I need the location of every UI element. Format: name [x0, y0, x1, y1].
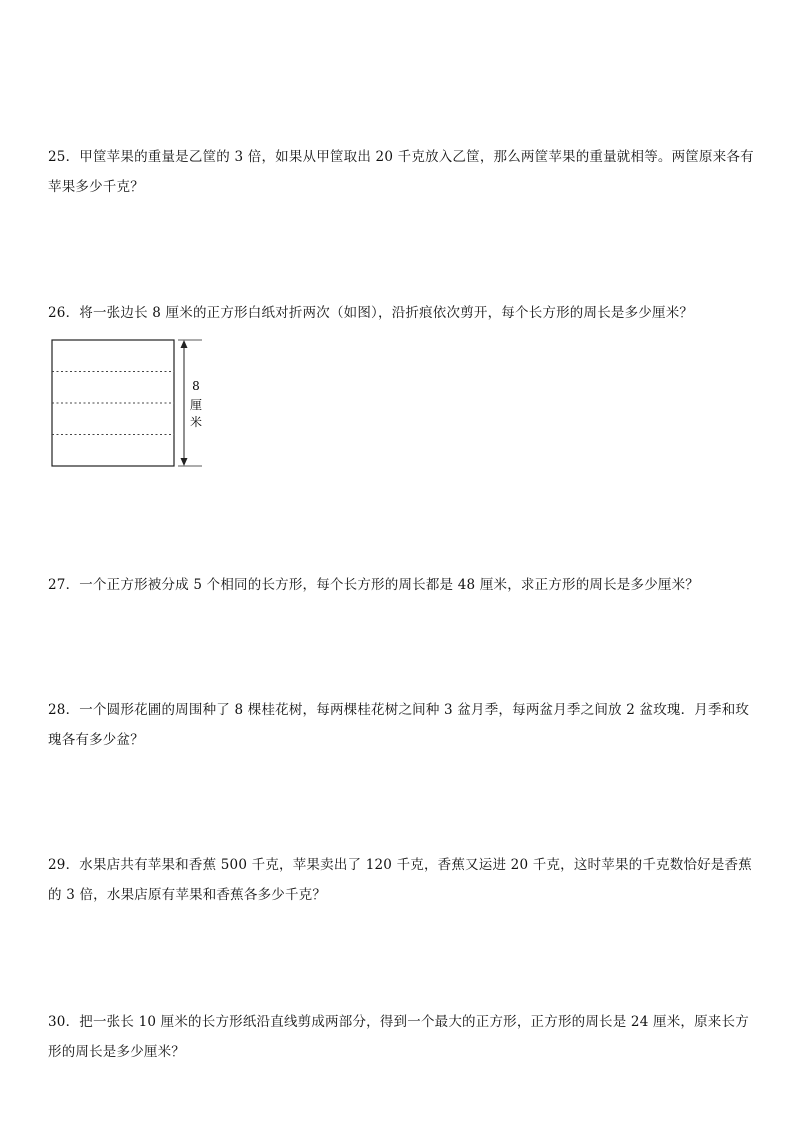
question-27: [48, 570, 754, 600]
question-text: 一个圆形花圃的周围种了 8 棵桂花树，每两棵桂花树之间种 3 盆月季，每两盆月季之间放 2 盆玫瑰．月季和玫瑰各有多少盆？: [48, 702, 750, 748]
question-text: 把一张长 10 厘米的长方形纸沿直线剪成两部分，得到一个最大的正方形，正方形的周长是 24 厘米，原来长方形的周长是多少厘米？: [48, 1014, 749, 1060]
question-number: 28．: [48, 702, 80, 718]
question-number: 30．: [48, 1014, 80, 1030]
question-25: [48, 142, 754, 202]
arrow-up-icon: [181, 340, 188, 348]
question-number: 26．: [48, 305, 80, 321]
question-text: 将一张边长 8 厘米的正方形白纸对折两次（如图），沿折痕依次剪开，每个长方形的周长是多少厘米？: [79, 305, 694, 321]
question-text: 水果店共有苹果和香蕉 500 千克，苹果卖出了 120 千克，香蕉又运进 20 千克，这时苹果的千克数恰好是香蕉的 3 倍，水果店原有苹果和香蕉各多少千克？: [48, 857, 752, 903]
question-29: [48, 850, 754, 910]
dimension-unit-2: 米: [189, 415, 203, 429]
arrow-down-icon: [181, 458, 188, 466]
folded-paper-figure: [50, 334, 210, 474]
question-30: [48, 1007, 754, 1067]
question-number: 25．: [48, 149, 80, 165]
question-number: 27．: [48, 577, 80, 593]
question-text: 一个正方形被分成 5 个相同的长方形，每个长方形的周长都是 48 厘米，求正方形的周长是多少厘米？: [79, 577, 700, 593]
question-number: 29．: [48, 857, 80, 873]
dimension-value: 8: [192, 379, 200, 393]
folded-square-diagram: [50, 334, 210, 474]
question-text: 甲筐苹果的重量是乙筐的 3 倍，如果从甲筐取出 20 千克放入乙筐，那么两筐苹果的重量就相等。两筐原来各有苹果多少千克？: [48, 149, 754, 195]
question-26: [48, 298, 754, 328]
question-28: [48, 695, 754, 755]
dimension-unit-1: 厘: [189, 398, 203, 412]
